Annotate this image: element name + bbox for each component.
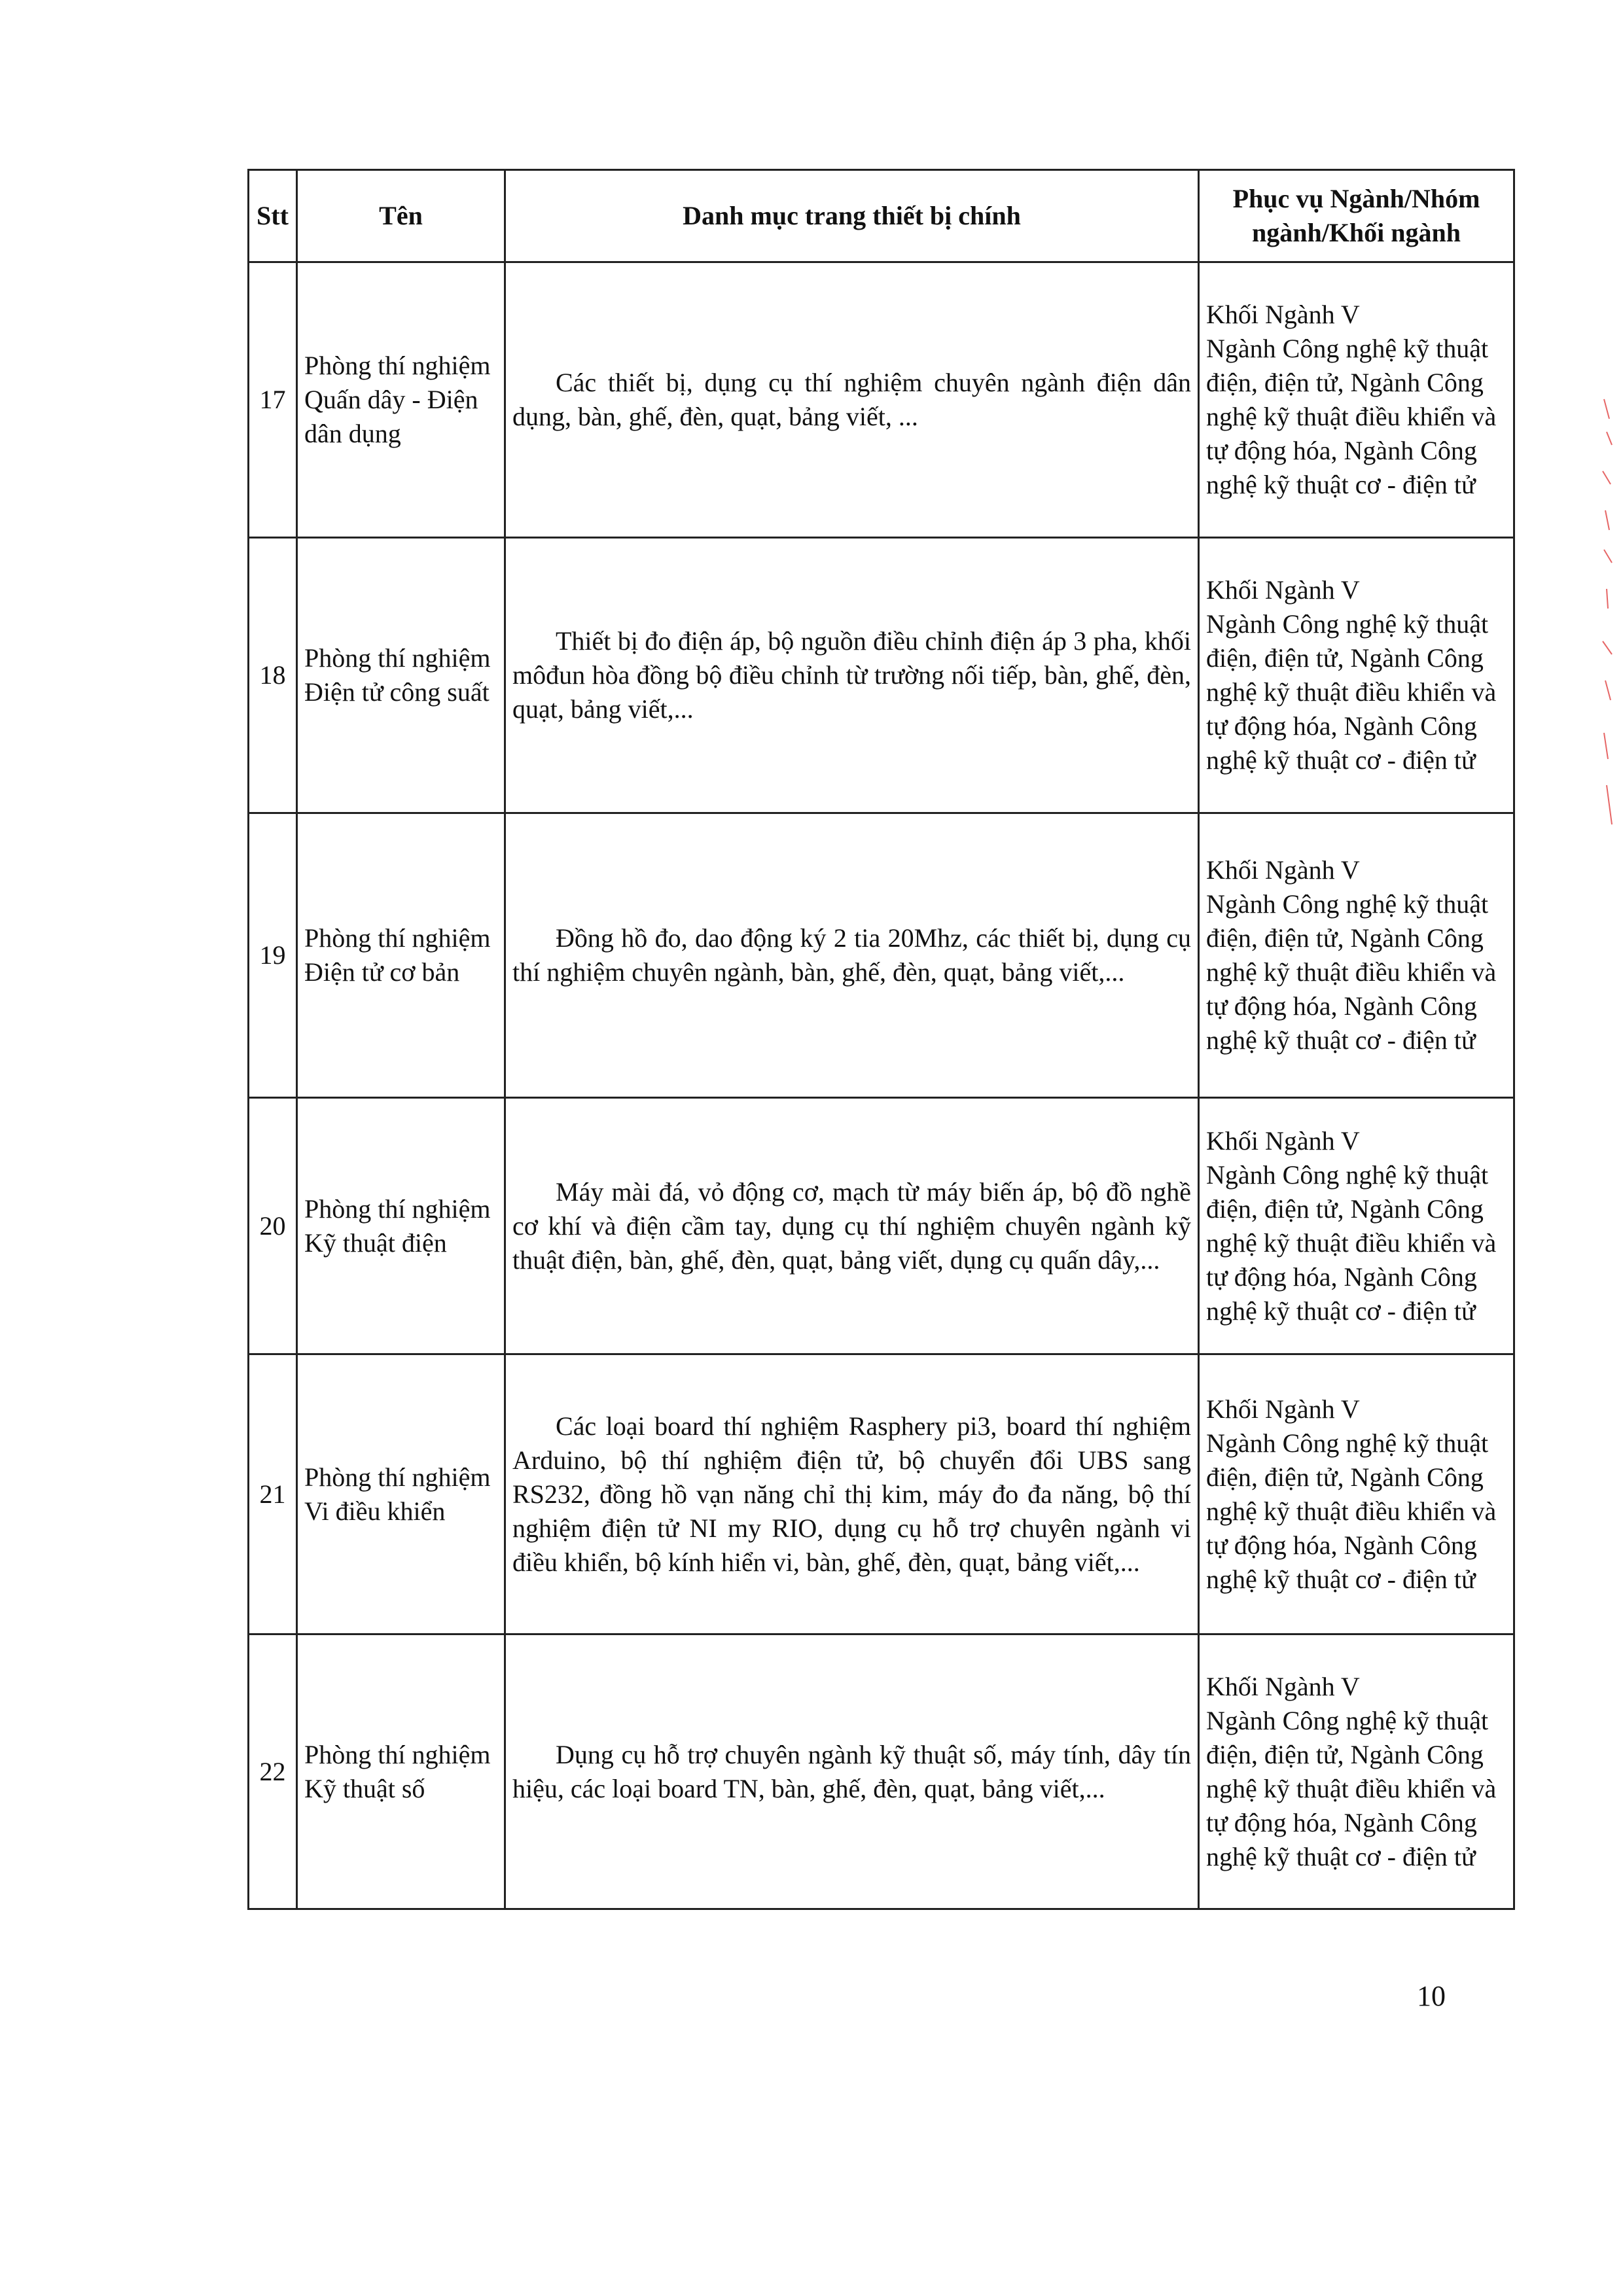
cell-danh-muc [505,1098,1199,1354]
table-row [249,538,1514,813]
cell-ten: Phòng thí nghiệm Kỹ thuật điện [297,1098,505,1354]
cell-stt: 17 [249,262,297,538]
table-row [249,813,1514,1098]
table-row [249,1098,1514,1354]
cell-phuc-vu [1199,1098,1514,1354]
cell-stt: 21 [249,1354,297,1634]
header-stt: Stt [249,170,297,262]
cell-ten: Phòng thí nghiệm Điện tử công suất [297,538,505,813]
header-danh-muc: Danh mục trang thiết bị chính [505,170,1199,262]
cell-danh-muc-text: Đồng hồ đo, dao động ký 2 tia 20Mhz, các thiết bị, dụng cụ thí nghiệm chuyên ngành, bàn, ghế, đèn, quạt, bảng viết,... [512,923,1191,987]
side-stamp-mark [1600,393,1616,838]
cell-stt: 22 [249,1634,297,1909]
phuc-vu-nganh: Ngành Công nghệ kỹ thuật điện, điện tử, Ngành Công nghệ kỹ thuật điều khiển và tự động hóa, Ngành Công nghệ kỹ thuật cơ - điện tử [1206,1159,1497,1326]
phuc-vu-khoi: Khối Ngành V [1206,1394,1360,1424]
cell-ten: Phòng thí nghiệm Vi điều khiển [297,1354,505,1634]
cell-danh-muc-text: Thiết bị đo điện áp, bộ nguồn điều chỉnh điện áp 3 pha, khối môđun hòa đồng bộ điều chỉnh từ trường nối tiếp, bàn, ghế, đèn, quạt, bảng viết,... [512,626,1191,724]
table-row [249,262,1514,538]
phuc-vu-khoi: Khối Ngành V [1206,1125,1360,1156]
cell-danh-muc-text: Dụng cụ hỗ trợ chuyên ngành kỹ thuật số, máy tính, dây tín hiệu, các loại board TN, bàn, ghế, đèn, quạt, bảng viết,... [512,1739,1191,1803]
cell-ten: Phòng thí nghiệm Quấn dây - Điện dân dụng [297,262,505,538]
cell-danh-muc [505,813,1199,1098]
phuc-vu-khoi: Khối Ngành V [1206,575,1360,605]
cell-ten: Phòng thí nghiệm Điện tử cơ bản [297,813,505,1098]
header-phuc-vu: Phục vụ Ngành/Nhóm ngành/Khối ngành [1199,170,1514,262]
phuc-vu-nganh: Ngành Công nghệ kỹ thuật điện, điện tử, Ngành Công nghệ kỹ thuật điều khiển và tự động hóa, Ngành Công nghệ kỹ thuật cơ - điện tử [1206,1705,1497,1871]
phuc-vu-khoi: Khối Ngành V [1206,300,1360,329]
phuc-vu-khoi: Khối Ngành V [1206,1671,1360,1701]
cell-danh-muc-text: Các thiết bị, dụng cụ thí nghiệm chuyên ngành điện dân dụng, bàn, ghế, đèn, quạt, bảng viết, ... [512,368,1191,431]
cell-phuc-vu [1199,1354,1514,1634]
cell-phuc-vu [1199,262,1514,538]
header-ten: Tên [297,170,505,262]
cell-stt: 18 [249,538,297,813]
cell-danh-muc-text: Máy mài đá, vỏ động cơ, mạch từ máy biến áp, bộ đồ nghề cơ khí và điện cầm tay, dụng cụ thí nghiệm chuyên ngành kỹ thuật điện, bàn, ghế, đèn, quạt, bảng viết, dụng cụ quấn dây,... [512,1176,1191,1275]
table-row [249,1354,1514,1634]
table-row [249,1634,1514,1909]
cell-ten: Phòng thí nghiệm Kỹ thuật số [297,1634,505,1909]
page-number: 10 [1417,1980,1446,2012]
phuc-vu-nganh: Ngành Công nghệ kỹ thuật điện, điện tử, Ngành Công nghệ kỹ thuật điều khiển và tự động hóa, Ngành Công nghệ kỹ thuật cơ - điện tử [1206,609,1497,775]
phuc-vu-nganh: Ngành Công nghệ kỹ thuật điện, điện tử, Ngành Công nghệ kỹ thuật điều khiển và tự động hóa, Ngành Công nghệ kỹ thuật cơ - điện tử [1206,334,1497,499]
phuc-vu-khoi: Khối Ngành V [1206,855,1360,885]
cell-danh-muc [505,538,1199,813]
cell-danh-muc [505,262,1199,538]
table-header-row [249,170,1514,262]
cell-danh-muc [505,1354,1199,1634]
cell-phuc-vu [1199,538,1514,813]
phuc-vu-nganh: Ngành Công nghệ kỹ thuật điện, điện tử, Ngành Công nghệ kỹ thuật điều khiển và tự động hóa, Ngành Công nghệ kỹ thuật cơ - điện tử [1206,1428,1497,1594]
cell-phuc-vu [1199,1634,1514,1909]
cell-danh-muc-text: Các loại board thí nghiệm Rasphery pi3, board thí nghiệm Arduino, bộ thí nghiệm điện tử, bộ chuyển đổi UBS sang RS232, đồng hồ vạn năng chỉ thị kim, máy đo đa năng, bộ thí nghiệm điện tử NI my RIO, dụng cụ hỗ trợ chuyên ngành vi điều khiển, bộ kính hiển vi, bàn, ghế, đèn, quạt, bảng viết,... [512,1411,1191,1577]
cell-phuc-vu [1199,813,1514,1098]
cell-stt: 20 [249,1098,297,1354]
equipment-table [247,169,1515,1910]
cell-stt: 19 [249,813,297,1098]
cell-danh-muc [505,1634,1199,1909]
phuc-vu-nganh: Ngành Công nghệ kỹ thuật điện, điện tử, Ngành Công nghệ kỹ thuật điều khiển và tự động hóa, Ngành Công nghệ kỹ thuật cơ - điện tử [1206,889,1497,1055]
